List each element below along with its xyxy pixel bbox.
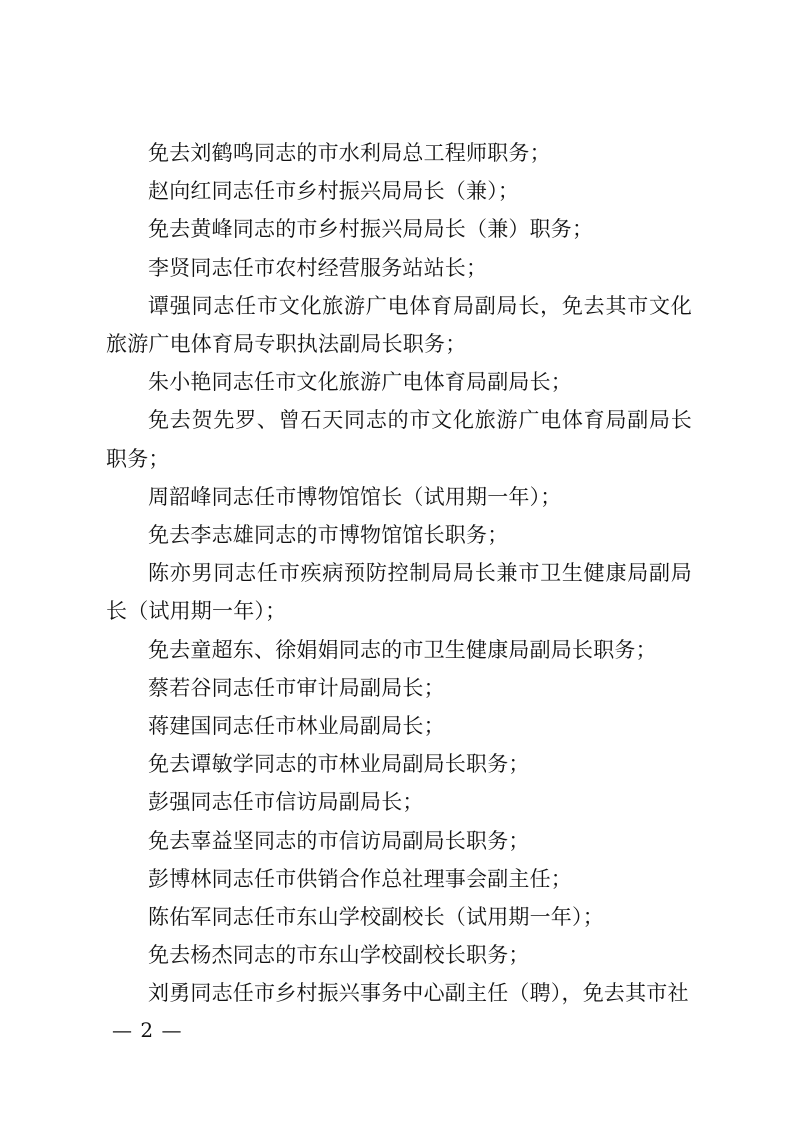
paragraph-7: 免去贺先罗、曾石天同志的市文化旅游广电体育局副局长职务； [106, 408, 692, 471]
paragraph-8: 周韶峰同志任市博物馆馆长（试用期一年）； [148, 484, 562, 509]
paragraph-15: 彭强同志任市信访局副局长； [148, 790, 424, 815]
paragraph-13: 蒋建国同志任市林业局副局长； [148, 714, 445, 739]
document-body [106, 134, 692, 1013]
paragraph-11: 免去童超东、徐娟娟同志的市卫生健康局副局长职务； [148, 637, 657, 662]
page-number: — 2 — [112, 1018, 183, 1042]
paragraph-6: 朱小艳同志任市文化旅游广电体育局副局长； [148, 370, 572, 395]
paragraph-9: 免去李志雄同志的市博物馆馆长职务； [148, 523, 509, 548]
paragraph-4: 李贤同志任市农村经营服务站站长； [148, 255, 488, 280]
paragraph-3: 免去黄峰同志的市乡村振兴局局长（兼）职务； [148, 217, 594, 242]
paragraph-12: 蔡若谷同志任市审计局副局长； [148, 675, 445, 700]
paragraph-5: 谭强同志任市文化旅游广电体育局副局长，免去其市文化旅游广电体育局专职执法副局长职务； [106, 293, 692, 357]
paragraph-17: 彭博林同志任市供销合作总社理事会副主任； [148, 866, 572, 891]
paragraph-16: 免去辜益坚同志的市信访局副局长职务； [148, 828, 530, 853]
paragraph-20: 刘勇同志任市乡村振兴事务中心副主任（聘），免去其市社 [148, 981, 689, 1006]
paragraph-2: 赵向红同志任市乡村振兴局局长（兼）； [148, 179, 520, 204]
paragraph-18: 陈佑军同志任市东山学校副校长（试用期一年）； [148, 905, 604, 930]
paragraph-1: 免去刘鹤鸣同志的市水利局总工程师职务； [148, 141, 551, 165]
paragraph-14: 免去谭敏学同志的市林业局副局长职务； [148, 752, 530, 777]
paragraph-10: 陈亦男同志任市疾病预防控制局局长兼市卫生健康局副局长（试用期一年）； [106, 561, 692, 624]
paragraph-19: 免去杨杰同志的市东山学校副校长职务； [148, 943, 530, 968]
